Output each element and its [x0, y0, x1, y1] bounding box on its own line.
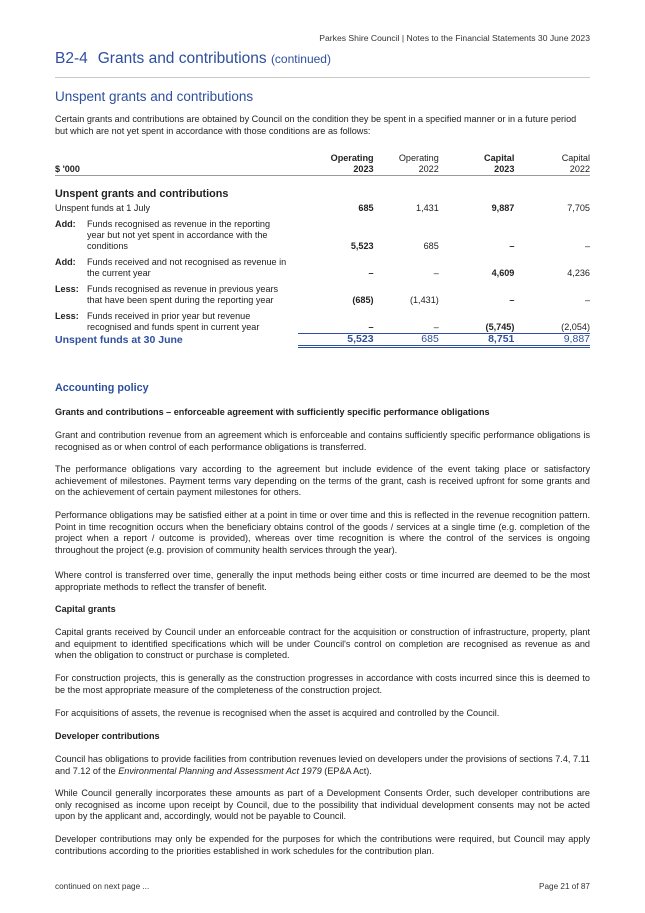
cell-value: –: [584, 241, 590, 251]
cell-value: 4,236: [567, 268, 590, 278]
section-number: B2-4: [55, 50, 88, 67]
unspent-funds-table: [55, 149, 590, 348]
cell-value: –: [368, 268, 374, 278]
col-header-operating-2023: Operating 2023: [298, 149, 374, 176]
row-label-text: Funds recognised as revenue in the reporting year but not yet spent in accordance with the conditions: [87, 219, 270, 251]
accounting-policy-title: Accounting policy: [55, 382, 149, 394]
cell-value: (685): [352, 295, 374, 305]
cell-value: (5,745): [485, 321, 515, 332]
row-lead: Add:: [55, 257, 76, 267]
total-value: 685: [374, 333, 439, 346]
table-header-row: [55, 149, 590, 176]
running-header: Parkes Shire Council | Notes to the Financial Statements 30 June 2023: [319, 33, 590, 43]
row-label: [55, 252, 298, 279]
total-value: 9,887: [514, 333, 590, 346]
cell-value: –: [433, 321, 439, 332]
row-label-text: Funds received and not recognised as revenue in the current year: [87, 257, 287, 278]
developer-contributions-subtitle: Developer contributions: [55, 731, 160, 741]
col-header-operating-2022: Operating 2022: [374, 149, 439, 176]
policy-paragraph: While Council generally incorporates these amounts as part of a Development Consents Order, such developer contributions are only recognised as income upon receipt by Council, due to the possibility that individual development consents may not be acted upon by the applicant and, accordingly, would not be payable to Council.: [55, 788, 590, 821]
section-divider: [55, 77, 590, 78]
subheading: Unspent grants and contributions: [55, 89, 254, 104]
group-title-row: [55, 176, 590, 201]
policy-paragraph: Capital grants received by Council under an enforceable contract for the acquisition or construction of infrastructure, property, plant and equipment to identified specifications which will be under Council's control on completion are recognised as revenue as and when the obligation to construct or purchase is completed.: [55, 627, 590, 660]
policy-paragraph: Council has obligations to provide facilities from contribution revenues levied on developers under the provisions of sections 7.4, 7.11 and 7.12 of the Environmental Planning and Assessment Act 1979 (EP&A Act).: [55, 754, 590, 776]
cell-value: 685: [423, 241, 439, 251]
cell-value: –: [509, 295, 515, 305]
cell-value: –: [509, 241, 515, 251]
table-row: [55, 214, 590, 252]
col-header-capital-2022: Capital 2022: [514, 149, 590, 176]
total-value: 8,751: [439, 333, 515, 346]
cell-value: 685: [358, 203, 374, 213]
group-title: Unspent grants and contributions: [55, 188, 229, 200]
cell-value: –: [433, 268, 439, 278]
row-label: [55, 279, 298, 306]
cell-value: (1,431): [409, 295, 439, 305]
table-row: [55, 252, 590, 279]
row-lead: Add:: [55, 219, 76, 229]
section-continued: (continued): [270, 52, 331, 66]
total-row: [55, 333, 590, 346]
capital-grants-subtitle: Capital grants: [55, 604, 116, 614]
intro-paragraph: Certain grants and contributions are obtained by Council on the condition they be spent in a specified manner or in a future period but which are not yet spent in accordance with those conditions are as follows:: [55, 114, 577, 136]
section-title-text: Grants and contributions: [97, 50, 267, 67]
col-header-capital-2023: Capital 2023: [439, 149, 515, 176]
total-label: Unspent funds at 30 June: [55, 334, 183, 346]
policy-paragraph: For construction projects, this is generally as the construction progresses in accordance with costs incurred since this is deemed to be the most appropriate measure of the completeness of the construction project.: [55, 673, 590, 695]
policy-paragraph: Where control is transferred over time, generally the input methods being either costs or time incurred are deemed to be the most appropriate methods to reflect the transfer of benefit.: [55, 570, 590, 592]
cell-value: 9,887: [491, 203, 515, 213]
policy-paragraph: For acquisitions of assets, the revenue is recognised when the asset is acquired and controlled by the Council.: [55, 708, 500, 718]
policy-paragraph: Grant and contribution revenue from an agreement which is enforceable and contains sufficiently specific performance obligations is recognised as or when control of each performance obligations is transferred.: [55, 430, 590, 452]
cell-value: –: [584, 295, 590, 305]
cell-value: 4,609: [491, 268, 515, 278]
continued-note: continued on next page ...: [55, 882, 150, 891]
total-value: 5,523: [298, 333, 374, 346]
policy-paragraph: Developer contributions may only be expended for the purposes for which the contributions were required, but Council may apply contributions according to the priorities established in work schedules for the contribution plan.: [55, 834, 590, 856]
section-title: [55, 50, 331, 68]
cell-value: 7,705: [567, 203, 590, 213]
policy-subtitle: Grants and contributions – enforceable agreement with sufficiently specific performance obligations: [55, 407, 490, 417]
row-label: [55, 214, 298, 252]
cell-value: (2,054): [561, 321, 590, 332]
table-row: [55, 279, 590, 306]
cell-value: –: [368, 321, 374, 332]
unit-label: $ '000: [55, 149, 298, 176]
row-lead: Less:: [55, 284, 79, 294]
row-lead: Less:: [55, 311, 79, 321]
policy-paragraph: Performance obligations may be satisfied either at a point in time or over time and this is reflected in the revenue recognition pattern. Point in time recognition occurs when the beneficiary obtains control of the goods / services at a single time (e.g. completion of the project when a report / outcome is provided), whereas over time recognition is where the control of the services is ongoing throughout the project (e.g. provision of community health services through the year).: [55, 510, 590, 555]
cell-value: 5,523: [350, 241, 374, 251]
row-label: Unspent funds at 1 July: [55, 203, 151, 213]
table-row: [55, 200, 590, 214]
row-label: [55, 306, 298, 333]
policy-paragraph: The performance obligations vary according to the agreement but include evidence of the event taking place or satisfactory achievement of milestones. Payment terms vary depending on the terms of the grant, cash is received upfront for some grants and on the achievement of certain payment milestones for others.: [55, 464, 590, 497]
cell-value: 1,431: [416, 203, 439, 213]
table-row: [55, 306, 590, 333]
act-title: Environmental Planning and Assessment Act 1979: [118, 765, 322, 776]
row-label-text: Funds recognised as revenue in previous years that have been spent during the reporting year: [87, 284, 279, 305]
row-label-text: Funds received in prior year but revenue recognised and funds spent in current year: [87, 311, 260, 332]
page-number: Page 21 of 87: [539, 882, 590, 891]
